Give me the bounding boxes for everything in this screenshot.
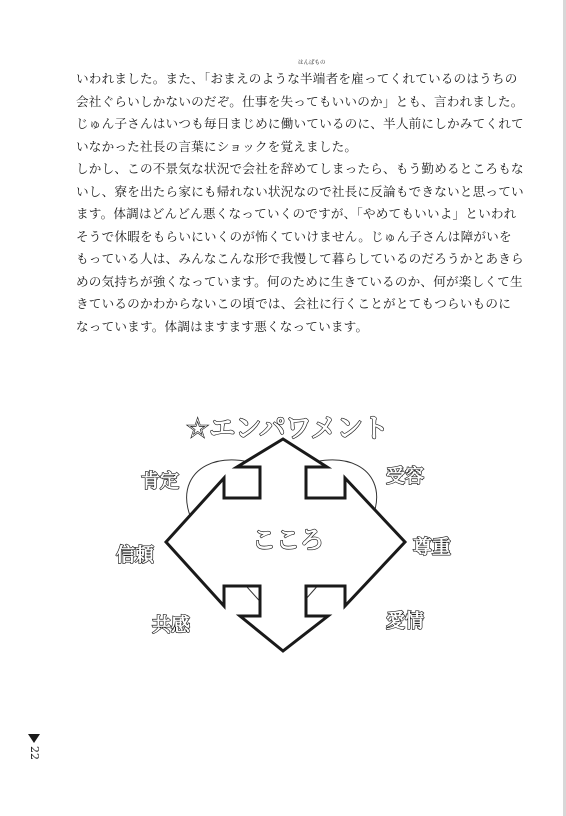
text-line: ます。体調はどんどん悪くなっていくのですが、「やめてもいいよ」といわれ: [76, 206, 517, 221]
center-label: こころ: [252, 526, 324, 554]
text-line: なっています。体調はますます悪くなっています。: [76, 318, 369, 334]
label-left: 信頼: [116, 544, 155, 566]
text-line: めの気持ちが強くなっています。何のために生きているのか、何が楽しくて生: [76, 273, 523, 289]
page-number: 22: [28, 746, 41, 760]
label-top-left: 肯定: [141, 470, 180, 492]
diagram-title: ☆エンパワメント: [186, 414, 389, 444]
text-fragment: いわれました。また、「おまえのような: [76, 71, 300, 86]
text-line: いし、寮を出たら家にも帰れない状況なので社長に反論もできないと思ってい: [76, 183, 524, 199]
text-fragment: 者を雇ってくれているのはうちの: [325, 71, 518, 86]
label-bottom-left: 共感: [152, 614, 191, 636]
ruby-base: 半端: [300, 71, 326, 86]
label-bottom-right: 愛情: [386, 610, 425, 632]
text-line: いなかった社長の言葉にショックを覚えました。: [76, 138, 358, 154]
page-marker: [28, 734, 42, 778]
text-line: きているのかわからないこの頃では、会社に行くことがとてもつらいものに: [76, 296, 511, 311]
label-top-right: 受容: [386, 465, 425, 487]
ruby-annotation: はんぱもの: [298, 60, 326, 66]
text-line: じゅん子さんはいつも毎日まじめに働いているのに、半人前にしかみてくれて: [76, 116, 524, 131]
text-line: しかし、この不景気な状況で会社を辞めてしまったら、もう勤めるところもな: [76, 161, 524, 176]
triangle-down-icon: [28, 734, 40, 743]
text-line: そうで休暇をもらいにいくのが怖くていけません。じゅん子さんは障がいを: [76, 228, 512, 244]
text-line: 会社ぐらいしかないのだぞ。仕事を失ってもいいのか」とも、言われました。: [76, 93, 524, 109]
text-line: もっている人は、みんなこんな形で我慢して暮らしているのだろうかとあきら: [76, 251, 524, 266]
label-right: 尊重: [413, 536, 452, 558]
